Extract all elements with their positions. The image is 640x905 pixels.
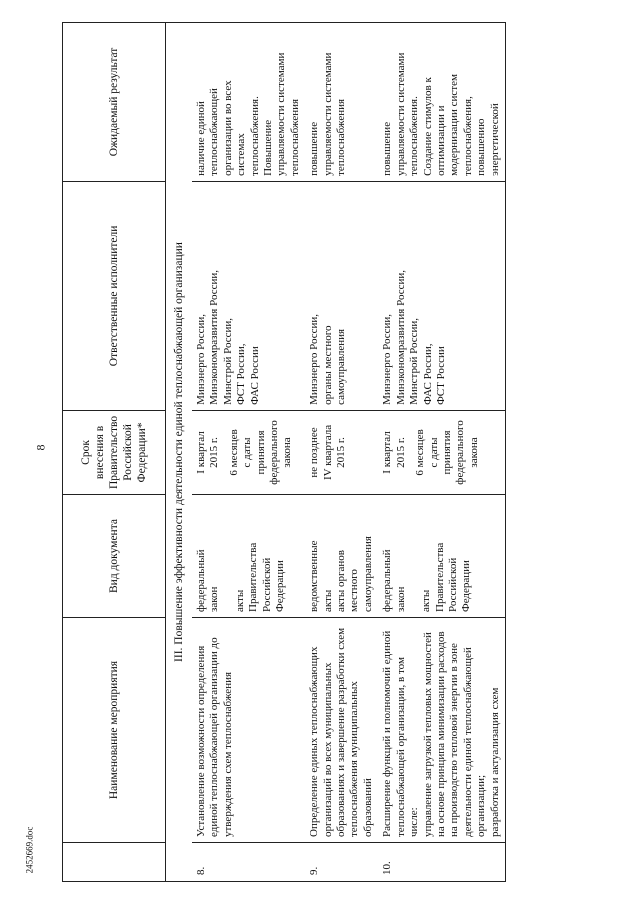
row-executors: [378, 181, 505, 410]
row-term-line: I квартал: [195, 431, 208, 474]
row-kind-line: федеральный: [195, 549, 208, 612]
row-executors-line: Минстрой России,: [408, 317, 421, 405]
row-kind-line: Федерации: [460, 560, 473, 612]
row-result-line: повышение: [308, 121, 321, 176]
row-name-line: на производство тепловой энергии в зоне: [448, 643, 461, 837]
row-kind-line: акты: [233, 589, 246, 612]
row-kind-line: Правительства: [433, 542, 446, 612]
header-number: [63, 843, 166, 882]
row-term-line: 6 месяцев: [414, 429, 427, 476]
page-number: 8: [33, 444, 48, 451]
row-name-line: теплоснабжения муниципальных: [348, 681, 361, 837]
row-name-line: Установление возможности определения: [195, 645, 208, 837]
row-term-line: с даты: [241, 437, 254, 468]
row-kind: [192, 495, 305, 618]
row-result-line: теплоснабжения,: [461, 96, 474, 176]
row-term-line: 2015 г.: [208, 437, 221, 468]
row-result: [305, 23, 378, 182]
row-kind: [305, 495, 378, 618]
row-executors-line: самоуправления: [335, 328, 348, 405]
row-result-line: системах: [235, 133, 248, 176]
header-term: Срок внесения в Правительство Российской Федерации*: [63, 410, 166, 494]
row-result-line: теплоснабжения: [288, 98, 301, 176]
row-name-line: разработка и актуализация схем: [488, 687, 501, 837]
row-kind-line: Российской: [446, 557, 459, 612]
row-executors-line: ФАС России,: [421, 343, 434, 405]
row-result-line: теплоснабжения.: [248, 96, 261, 176]
row-term-line: 6 месяцев: [227, 429, 240, 476]
row-result-line: управляемости системами: [321, 52, 334, 176]
row-kind-line: закон: [394, 586, 407, 612]
row-name-line: образований: [361, 778, 374, 837]
header-executors: Ответственные исполнители: [63, 181, 166, 410]
row-result-line: энергетической: [488, 103, 501, 176]
row-term-line: не позднее: [308, 427, 321, 478]
row-kind-line: самоуправления: [361, 536, 374, 612]
document-reference: 2452669.doc: [24, 826, 35, 874]
measures-table: [62, 22, 506, 882]
table-row: [305, 23, 378, 882]
row-executors-line: Минэкономразвития России,: [208, 269, 221, 405]
row-executors-line: органы местного: [321, 325, 334, 405]
row-result-line: теплоснабжения: [335, 98, 348, 176]
row-kind-line: Российской: [260, 557, 273, 612]
row-number: 10.: [378, 843, 505, 882]
row-kind-line: закон: [208, 586, 221, 612]
row-result-line: повышению: [475, 118, 488, 176]
section-title: III. Повышение эффективности деятельности единой теплоснабжающей организации: [166, 23, 193, 882]
row-kind-line: акты: [420, 589, 433, 612]
header-result: Ожидаемый результат: [63, 23, 166, 182]
row-executors: [192, 181, 305, 410]
row-result-line: управляемости системами: [275, 52, 288, 176]
row-executors-line: ФСТ России: [434, 346, 447, 405]
row-result-line: оптимизации и: [434, 105, 447, 176]
row-executors: [305, 181, 378, 410]
table-header-row: [63, 23, 166, 882]
row-name-line: единой теплоснабжающей организации до: [208, 637, 221, 837]
row-name-line: числе:: [408, 807, 421, 837]
row-executors-line: Минэнерго России,: [381, 313, 394, 405]
row-name: [192, 618, 305, 843]
row-term-line: IV квартала: [321, 424, 334, 480]
row-name-line: на основе принципа минимизации расходов: [434, 631, 447, 837]
row-executors-line: Минэнерго России,: [195, 313, 208, 405]
row-number: 9.: [305, 843, 378, 882]
row-kind-line: местного: [348, 569, 361, 612]
row-term-line: федерального: [454, 420, 467, 485]
row-result-line: теплоснабжения.: [408, 96, 421, 176]
row-executors-line: Минэнерго России,: [308, 313, 321, 405]
row-term-line: 2015 г.: [394, 437, 407, 468]
row-kind: [378, 495, 505, 618]
row-executors-line: ФСТ России,: [235, 343, 248, 405]
row-term: [378, 410, 505, 494]
row-result-line: Повышение: [262, 119, 275, 176]
row-result: [378, 23, 505, 182]
row-name-line: образованиях и завершение разработки схем: [335, 627, 348, 837]
row-result-line: управляемости системами: [394, 52, 407, 176]
row-name-line: Расширение функций и полномочий единой: [381, 630, 394, 837]
row-term: [305, 410, 378, 494]
row-term-line: с даты: [427, 437, 440, 468]
row-name-line: теплоснабжающей организации, в том: [394, 657, 407, 837]
row-kind-line: Правительства: [247, 542, 260, 612]
row-name-line: утверждения схем теплоснабжения: [221, 671, 234, 837]
row-result-line: Создание стимулов к: [421, 77, 434, 176]
row-result-line: модернизации систем: [448, 74, 461, 176]
row-term-line: принятия: [440, 430, 453, 475]
header-name: Наименование мероприятия: [63, 618, 166, 843]
row-term-line: 2015 г.: [335, 437, 348, 468]
row-number: 8.: [192, 843, 305, 882]
row-name-line: Определение единых теплоснабжающих: [308, 646, 321, 837]
row-name: [305, 618, 378, 843]
row-result: [192, 23, 305, 182]
table-row: [192, 23, 305, 882]
row-result-line: теплоснабжающей: [208, 88, 221, 176]
row-kind-line: федеральный: [381, 549, 394, 612]
row-executors-line: Минэкономразвития России,: [394, 269, 407, 405]
row-result-line: наличие единой: [195, 101, 208, 176]
row-kind-line: акты: [321, 589, 334, 612]
row-kind-line: акты органов: [335, 549, 348, 612]
row-name-line: организаций во всех муниципальных: [321, 662, 334, 837]
row-term-line: принятия: [254, 430, 267, 475]
row-term-line: I квартал: [381, 431, 394, 474]
rotated-table-sheet: [62, 22, 622, 882]
row-term-line: закона: [467, 437, 480, 468]
row-name: [378, 618, 505, 843]
row-term: [192, 410, 305, 494]
row-kind-line: ведомственные: [308, 540, 321, 612]
row-name-line: организации;: [475, 774, 488, 837]
row-executors-line: ФАС России: [248, 346, 261, 405]
header-kind: Вид документа: [63, 495, 166, 618]
row-name-line: деятельности единой теплоснабжающей: [461, 647, 474, 837]
row-result-line: повышение: [381, 121, 394, 176]
row-result-line: организации во всех: [221, 80, 234, 176]
row-term-line: закона: [281, 437, 294, 468]
section-row: [166, 23, 193, 882]
row-name-line: управление загрузкой тепловых мощностей: [421, 632, 434, 837]
row-kind-line: Федерации: [274, 560, 287, 612]
row-executors-line: Минстрой России,: [221, 317, 234, 405]
table-row: [378, 23, 505, 882]
row-term-line: федерального: [268, 420, 281, 485]
